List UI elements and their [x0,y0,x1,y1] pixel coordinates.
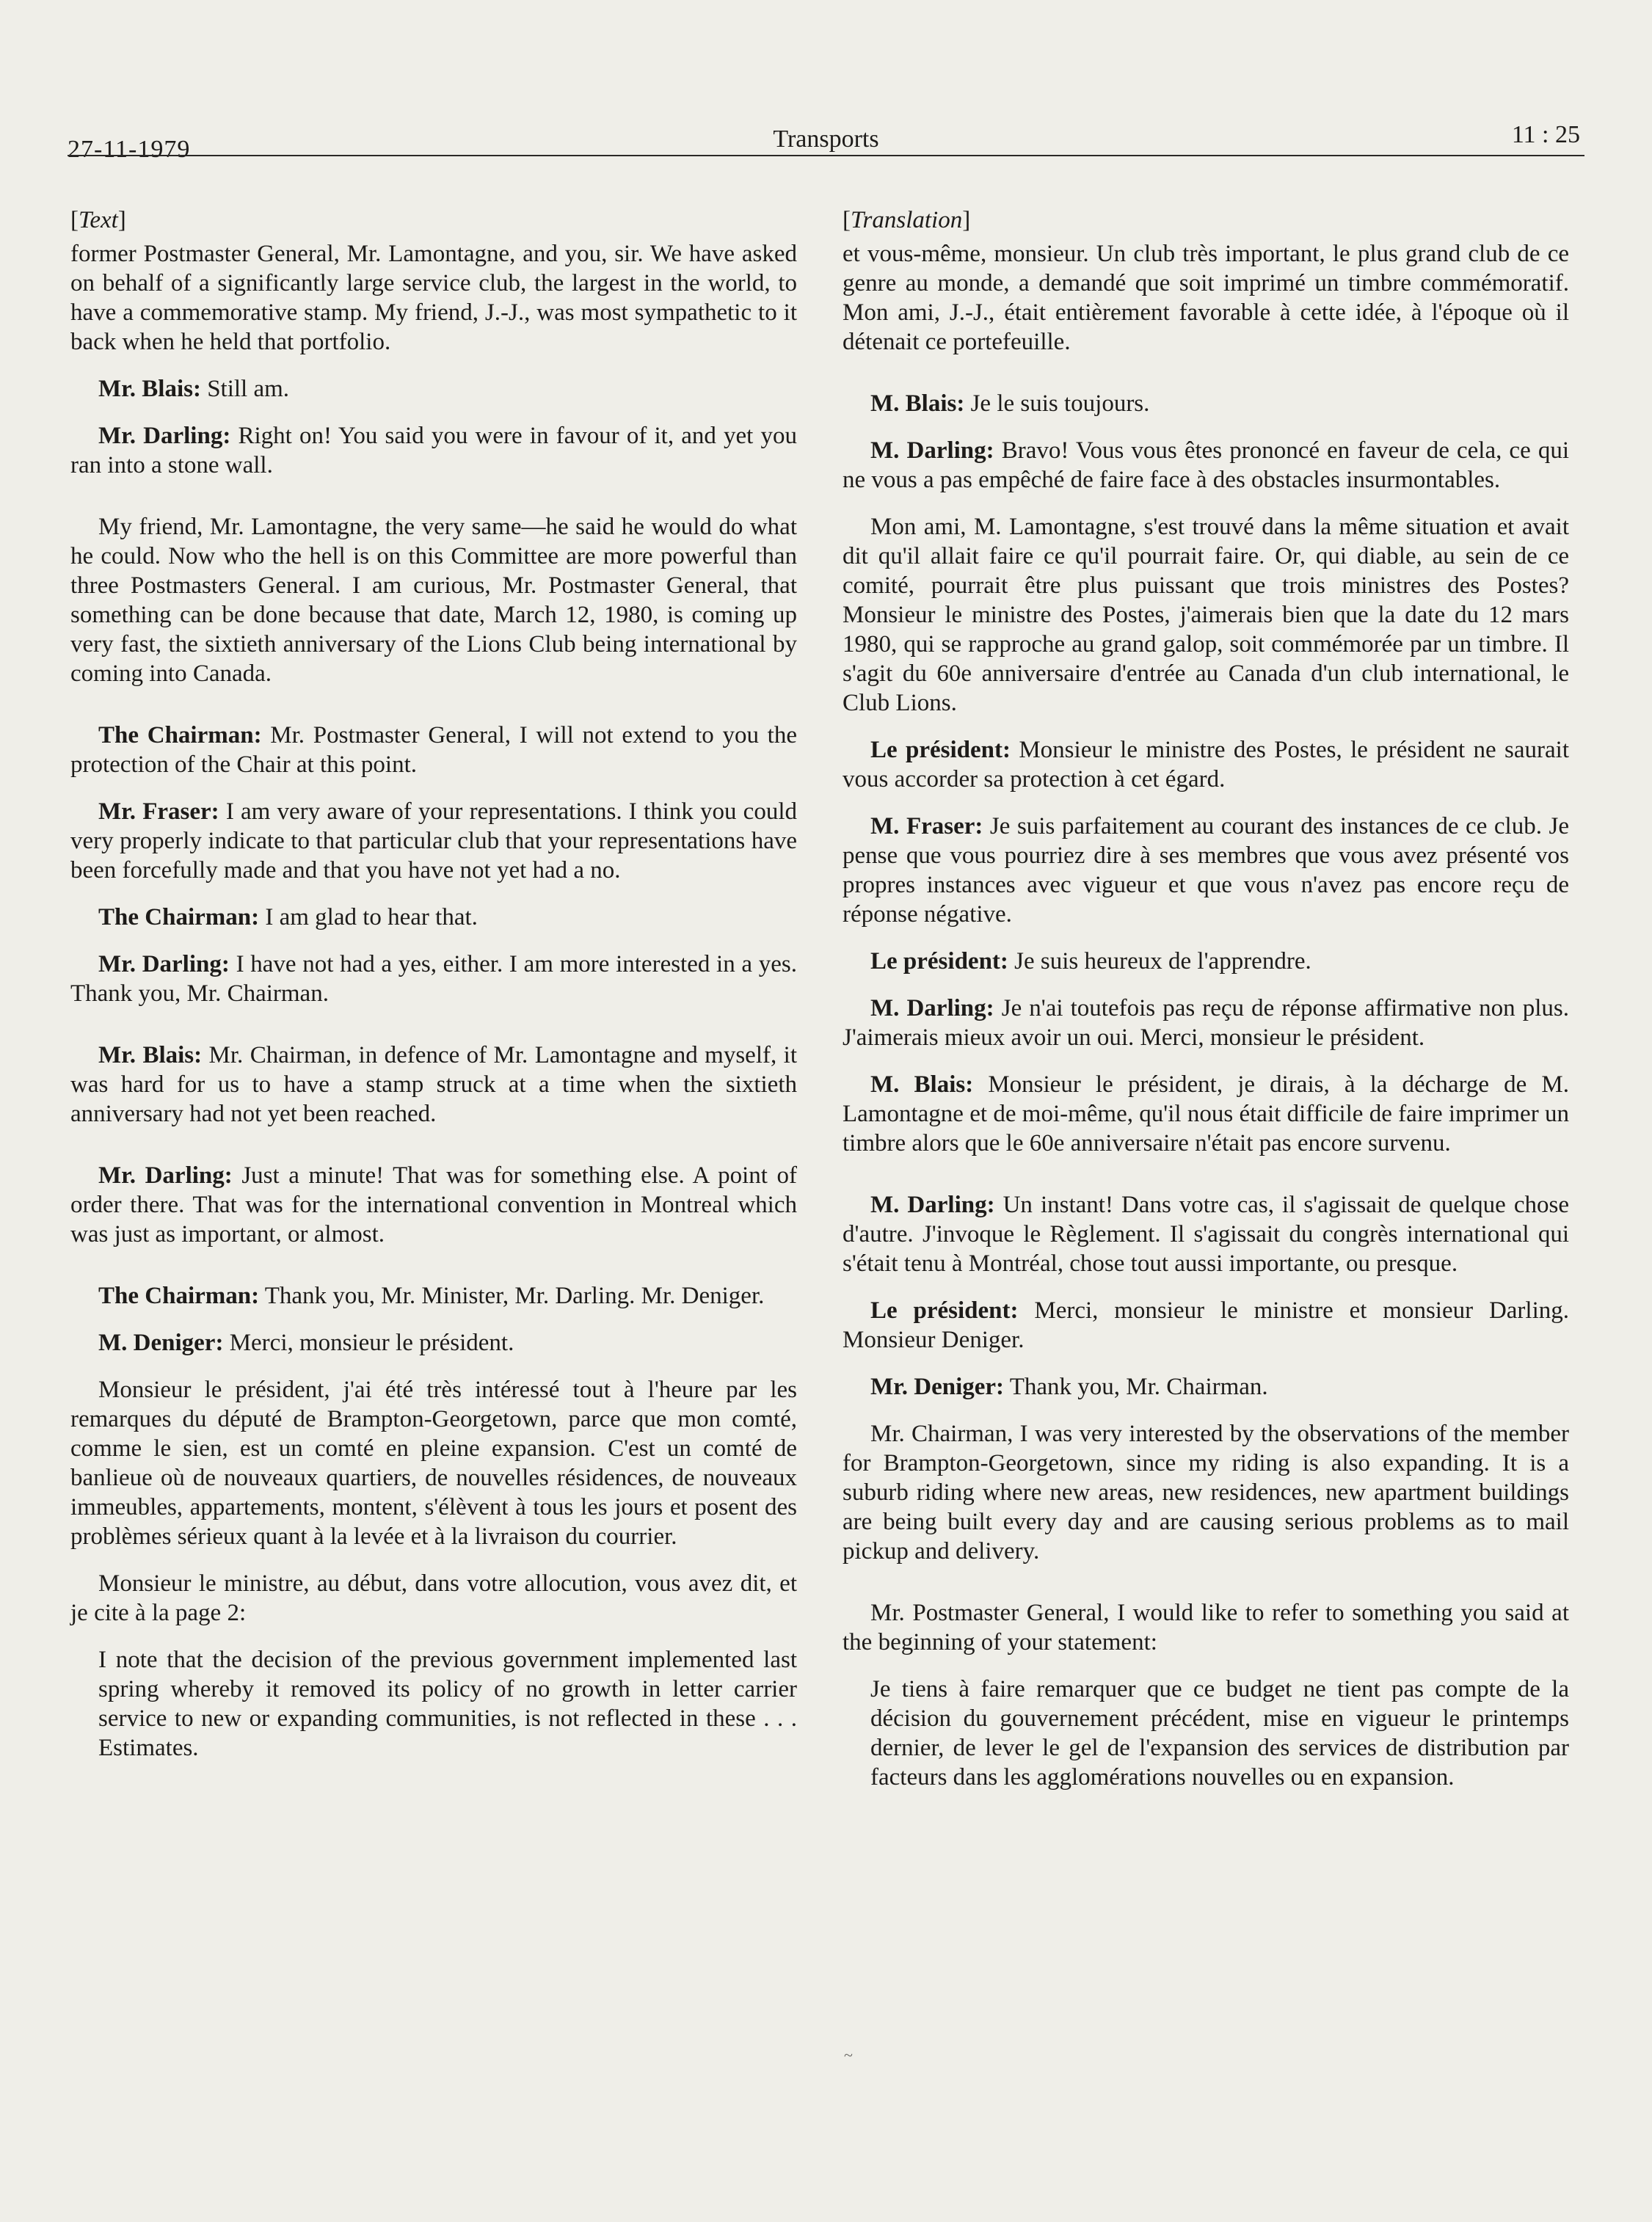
speech: The Chairman: Thank you, Mr. Minister, Mr. Darling. Mr. Deniger. [98,1283,765,1309]
speech: M. Darling: Un instant! Dans votre cas, il s'agissait de quelque chose d'autre. J'invoque le Règlement. Il s'agissait du congrès international qui s'était tenu à Montréal, chose tout aussi importante, ou presque. [843,1192,1569,1277]
paragraph: Mon ami, M. Lamontagne, s'est trouvé dans la même situation et avait dit qu'il allait faire ce qu'il pourrait faire. Or, qui diable, au sein de ce comité, pourrait être plus puissant que trois ministres des Postes? Monsieur le ministre des Postes, j'aimerais bien que la date du 12 mars 1980, qui se rapproche au grand galop, soit commémorée par un timbre. Il s'agit du 60e anniversaire d'entrée au Canada d'un club international, le Club Lions. [843,514,1569,716]
paragraph: Monsieur le ministre, au début, dans votre allocution, vous avez dit, et je cite à la page 2: [70,1570,797,1626]
speech: M. Blais: Monsieur le président, je dirais, à la décharge de M. Lamontagne et de moi-même, qu'il nous était difficile de faire imprimer un timbre alors que le 60e anniversaire n'était pas encore survenu. [843,1071,1569,1156]
speech: The Chairman: I am glad to hear that. [98,904,478,930]
speech: Mr. Fraser: I am very aware of your representations. I think you could very properly indicate to that particular club that your representations have been forcefully made and that you have not yet had a no. [70,798,797,884]
margin-mark: ~ [844,2046,853,2064]
speech: Le président: Monsieur le ministre des Postes, le président ne saurait vous accorder sa protection à cet égard. [843,737,1570,793]
speaker-name: Mr. Blais: [98,376,201,402]
speaker-name: The Chairman: [98,722,262,748]
speaker-name: M. Deniger: [98,1330,224,1356]
header-page-number: 11 : 25 [1511,121,1580,148]
left-column [70,205,797,1780]
paragraph: et vous-même, monsieur. Un club très important, le plus grand club de ce genre au monde, a demandé que soit imprimé un timbre commémoratif. Mon ami, J.-J., était entièrement favorable à cette idée, à l'époque où il détenait ce portefeuille. [843,241,1569,355]
speech: Mr. Deniger: Thank you, Mr. Chairman. [870,1374,1268,1400]
block-quote: I note that the decision of the previous government implemented last spring whereby it removed its policy of no growth in letter carrier service to new or expanding communities, is not reflected in these . . . Estimates. [98,1647,797,1761]
speaker-name: M. Darling: [870,995,994,1021]
speech: Mr. Blais: Mr. Chairman, in defence of Mr. Lamontagne and myself, it was hard for us to have a stamp struck at a time when the sixtieth anniversary had not yet been reached. [70,1042,797,1127]
speaker-name: M. Blais: [870,1071,974,1098]
speech: Mr. Darling: I have not had a yes, either. I am more interested in a yes. Thank you, Mr. Chairman. [70,951,797,1007]
speech: M. Darling: Bravo! Vous vous êtes prononcé en faveur de cela, ce qui ne vous a pas empêché de faire face à des obstacles insurmontables. [843,437,1569,493]
paragraph: Monsieur le président, j'ai été très intéressé tout à l'heure par les remarques du député de Brampton-Georgetown, parce que mon comté, comme le sien, est un comté en pleine expansion. C'est un comté de banlieue où de nouveaux quartiers, de nouvelles résidences, de nouveaux immeubles, appartements, montent, s'élèvent à tous les jours et posent des problèmes sérieux quant à la levée et à la livraison du courrier. [70,1377,797,1550]
header-date: 27-11-1979 [68,136,191,163]
page-header [68,121,1584,163]
speaker-name: Mr. Deniger: [870,1374,1005,1400]
speaker-name: Le président: [870,737,1011,763]
speaker-name: The Chairman: [98,1283,260,1309]
speech: M. Fraser: Je suis parfaitement au courant des instances de ce club. Je pense que vous pourriez dire à ses membres que vous avez présenté vos propres instances avec vigueur et que vous n'avez pas encore reçu de réponse négative. [843,813,1569,928]
speaker-name: Le président: [870,948,1008,975]
paragraph: My friend, Mr. Lamontagne, the very same—he said he would do what he could. Now who the hell is on this Committee are more powerful than three Postmasters General. I am curious, Mr. Postmaster General, that something can be done because that date, March 12, 1980, is coming up very fast, the sixtieth anniversary of the Lions Club being international by coming into Canada. [70,514,797,687]
speech: The Chairman: Mr. Postmaster General, I will not extend to you the protection of the Chair at this point. [70,722,798,778]
right-column [843,205,1569,1810]
speech: M. Deniger: Merci, monsieur le président. [98,1330,514,1356]
speaker-name: Mr. Darling: [98,1162,233,1189]
speech: Mr. Darling: Just a minute! That was for something else. A point of order there. That was for the international convention in Montreal which was just as important, or almost. [70,1162,797,1247]
header-rule [68,155,1584,156]
translation-label: [Translation] [843,207,971,233]
text-label: [Text] [70,207,126,233]
paragraph: former Postmaster General, Mr. Lamontagne, and you, sir. We have asked on behalf of a significantly large service club, the largest in the world, to have a commemorative stamp. My friend, J.-J., was most sympathetic to it back when he held that portfolio. [70,241,797,355]
block-quote: Je tiens à faire remarquer que ce budget ne tient pas compte de la décision du gouvernement précédent, mise en vigueur le printemps dernier, de lever le gel de l'expansion des services de distribution par facteurs dans les agglomérations nouvelles ou en expansion. [870,1676,1569,1791]
speaker-name: M. Darling: [870,437,994,464]
speech: Le président: Je suis heureux de l'apprendre. [870,948,1311,975]
paragraph: Mr. Postmaster General, I would like to refer to something you said at the beginning of your statement: [843,1600,1569,1655]
speech: M. Blais: Je le suis toujours. [870,390,1150,417]
speech: Mr. Blais: Still am. [98,376,290,402]
speech: M. Darling: Je n'ai toutefois pas reçu de réponse affirmative non plus. J'aimerais mieux avoir un oui. Merci, monsieur le président. [843,995,1569,1051]
paragraph: Mr. Chairman, I was very interested by the observations of the member for Brampton-Georgetown, since my riding is also expanding. It is a suburb riding where new areas, new residences, new apartment buildings are being built every day and are causing serious problems as to mail pickup and delivery. [843,1421,1569,1564]
speaker-name: Le président: [870,1297,1019,1324]
speaker-name: M. Darling: [870,1192,995,1218]
speaker-name: M. Blais: [870,390,965,417]
speech: Mr. Darling: Right on! You said you were in favour of it, and yet you ran into a stone wall. [70,423,797,478]
speaker-name: M. Fraser: [870,813,983,839]
speaker-name: Mr. Blais: [98,1042,203,1068]
speaker-name: Mr. Darling: [98,951,230,977]
speaker-name: The Chairman: [98,904,260,930]
speech: Le président: Merci, monsieur le ministre et monsieur Darling. Monsieur Deniger. [843,1297,1570,1353]
speaker-name: Mr. Fraser: [98,798,219,825]
speaker-name: Mr. Darling: [98,423,231,449]
header-title: Transports [773,125,879,153]
